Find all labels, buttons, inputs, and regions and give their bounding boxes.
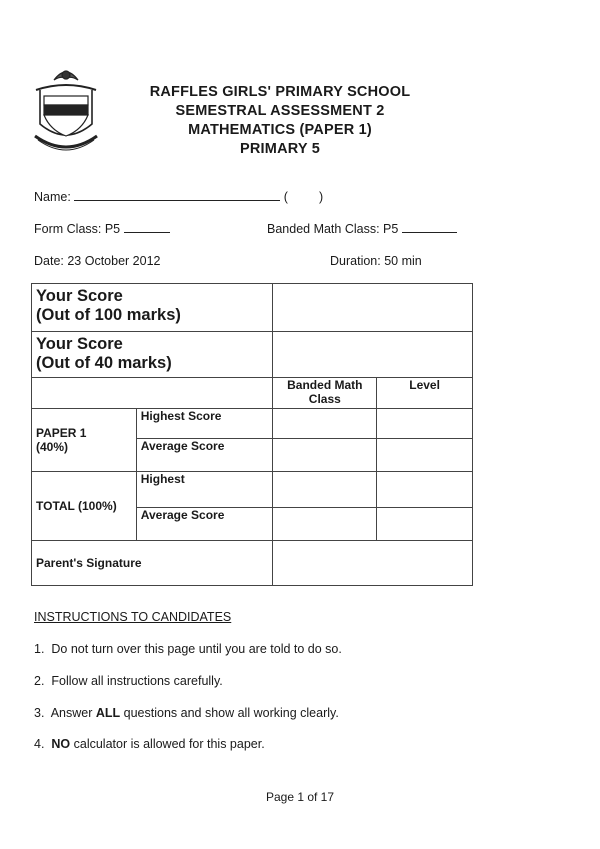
total-highest-label: Highest bbox=[136, 472, 273, 508]
instruction-item-2: 2. Follow all instructions carefully. bbox=[34, 674, 223, 688]
total-label: TOTAL (100%) bbox=[32, 472, 137, 541]
col-level: Level bbox=[377, 378, 473, 409]
name-row bbox=[34, 190, 323, 204]
duration: Duration: 50 min bbox=[330, 254, 422, 268]
paper1-label: PAPER 1 (40%) bbox=[32, 409, 137, 472]
banded-class-blank[interactable] bbox=[402, 232, 457, 233]
school-crest-icon bbox=[32, 66, 100, 156]
instruction-item-4: 4. NO calculator is allowed for this paper. bbox=[34, 737, 265, 751]
school-name: RAFFLES GIRLS' PRIMARY SCHOOL bbox=[149, 84, 411, 100]
total-average-banded[interactable] bbox=[273, 508, 377, 541]
form-class-blank[interactable] bbox=[124, 232, 170, 233]
paper1-average-label: Average Score bbox=[136, 439, 273, 472]
form-class-row bbox=[34, 222, 170, 236]
header-blank-cell bbox=[32, 378, 273, 409]
parent-signature-cell[interactable] bbox=[273, 541, 473, 586]
score-40-cell[interactable] bbox=[273, 332, 473, 378]
paper1-highest-level[interactable] bbox=[377, 409, 473, 439]
name-paren-open: ( bbox=[283, 190, 288, 204]
subject-title: MATHEMATICS (PAPER 1) bbox=[188, 122, 372, 138]
score-100-cell[interactable] bbox=[273, 284, 473, 332]
score-table bbox=[31, 283, 473, 586]
name-blank[interactable] bbox=[74, 200, 280, 201]
paper1-average-level[interactable] bbox=[377, 439, 473, 472]
instruction-item-3: 3. Answer ALL questions and show all working clearly. bbox=[34, 706, 339, 720]
instruction-item-1: 1. Do not turn over this page until you are told to do so. bbox=[34, 642, 342, 656]
assessment-title: SEMESTRAL ASSESSMENT 2 bbox=[175, 103, 385, 119]
name-label: Name: bbox=[34, 190, 71, 204]
col-banded-math-class: Banded Math Class bbox=[273, 378, 377, 409]
date: Date: 23 October 2012 bbox=[34, 254, 161, 268]
total-highest-banded[interactable] bbox=[273, 472, 377, 508]
banded-class-label: Banded Math Class: P5 bbox=[267, 222, 399, 236]
instructions-title: INSTRUCTIONS TO CANDIDATES bbox=[34, 610, 232, 624]
paper1-average-banded[interactable] bbox=[273, 439, 377, 472]
parent-signature-label: Parent's Signature bbox=[32, 541, 273, 586]
total-average-label: Average Score bbox=[136, 508, 273, 541]
page-number: Page 1 of 17 bbox=[265, 790, 335, 804]
level-title: PRIMARY 5 bbox=[240, 141, 320, 157]
banded-class-row bbox=[267, 222, 457, 236]
name-paren-close: ) bbox=[318, 190, 324, 204]
form-class-label: Form Class: P5 bbox=[34, 222, 121, 236]
paper1-highest-label: Highest Score bbox=[136, 409, 273, 439]
paper1-highest-banded[interactable] bbox=[273, 409, 377, 439]
total-highest-level[interactable] bbox=[377, 472, 473, 508]
score-40-label: Your Score (Out of 40 marks) bbox=[32, 332, 273, 378]
total-average-level[interactable] bbox=[377, 508, 473, 541]
score-100-label: Your Score (Out of 100 marks) bbox=[32, 284, 273, 332]
